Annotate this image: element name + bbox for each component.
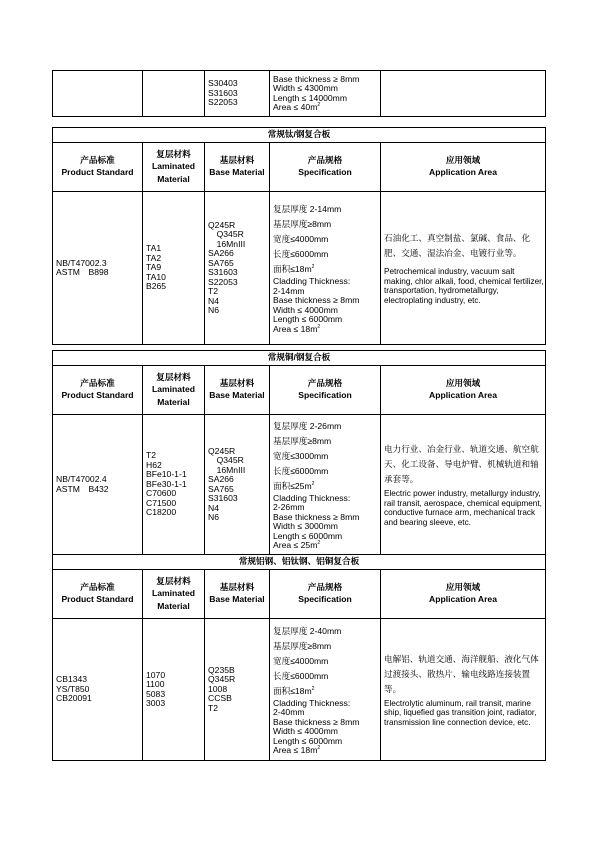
data-row [53,192,546,345]
cell-application: 电解铝、轨道交通、海洋舰船、液化气体过渡接头、散热片、输电线路连接装置等。 Electrolytic aluminum, rail transit, marine ship, liquefied gas transition joint, radiator, transmission line connection device, etc. [381,619,546,761]
section-title: 常规铜/钢复合板 [53,351,546,366]
cell-base: Q245R Q345R 16MnIII SA266 SA765 S31603 N4 N6 [205,415,270,555]
section-title: 常规钛/钢复合板 [53,128,546,143]
cell-spec: 复层厚度 2-26mm 基层厚度≥8mm 宽度≤3000mm 长度≤6000mm 面积$\le 25m^2$ Cladding Thickness: 2-26mm Base thickness ≥ 8mm Width ≤ 3000mm Length ≤ 6000mm Area ≤ $25m^2$ [270,415,381,555]
header-row: 产品标准 Product Standard 复层材料 Laminated Material 基层材料 Base Material 产品规格 Specification 应用领域 Application Area [53,143,546,192]
spec-line: Base thickness ≥ 8mm [273,73,360,84]
base-material: S31603 [208,87,238,98]
spec-line: Width ≤ 4300mm [273,83,338,93]
section-table-ti-steel [52,127,546,345]
cell-laminated: TA1 TA2 TA9 TA10 B265 [143,192,205,345]
spec-line: Area ≤ $40m^2$ [273,102,321,112]
cell-base [205,71,270,117]
header-row: 产品标准 Product Standard 复层材料 Laminated Material 基层材料 Base Material 产品规格 Specification 应用领域 Application Area [53,570,546,619]
cell-laminated: T2 H62 BFe10-1-1 BFe30-1-1 C70600 C71500 C18200 [143,415,205,555]
section-table-cu-steel [52,350,546,761]
cell-laminated: 1070 1100 5083 3003 [143,619,205,761]
top-fragment-table [52,70,546,117]
base-material: S30403 [208,78,238,89]
cell-application: 电力行业、冶金行业、轨道交通、航空航天、化工设备、导电炉臂、机械轨道和轴承套等。 Electric power industry, metallurgy industry, rail transit, aerospace, chemical equipment, conductive furnace arm, mechanical track and bearing sleeve, etc. [381,415,546,555]
cell-standard: NB/T47002.4 ASTM B432 [53,415,143,555]
cell-application [381,71,546,117]
cell-spec: 复层厚度 2-14mm 基层厚度≥8mm 宽度≤4000mm 长度≤6000mm 面积$\le 18m^2$ Cladding Thickness: 2-14mm Base thickness ≥ 8mm Width ≤ 4000mm Length ≤ 6000mm Area ≤ $18m^2$ [270,192,381,345]
header-row: 产品标准 Product Standard 复层材料 Laminated Material 基层材料 Base Material 产品规格 Specification 应用领域 Application Area [53,366,546,415]
base-material: S22053 [208,97,238,108]
cell-base: Q235B Q345R 1008 CCSB T2 [205,619,270,761]
data-row [53,619,546,761]
cell-spec: 复层厚度 2-40mm 基层厚度≥8mm 宽度≤4000mm 长度≤6000mm 面积$\le 18m^2$ Cladding Thickness: 2-40mm Base thickness ≥ 8mm Width ≤ 4000mm Length ≤ 6000mm Area ≤ $18m^2$ [270,619,381,761]
cell-application: 石油化工、真空制盐、氯碱、食品、化肥、交通、湿法冶金、电镀行业等。 Petrochemical industry, vacuum salt making, chlor alkali, food, chemical fertilizer, transportation, hydrometallurgy, electroplating industry, etc. [381,192,546,345]
spec-line: Length ≤ 14000mm [273,92,347,103]
cell-spec [270,71,381,117]
data-row [53,415,546,555]
cell-base: Q245R Q345R 16MnIII SA266 SA765 S31603 S22053 T2 N4 N6 [205,192,270,345]
cell-laminated [143,71,205,117]
cell-standard [53,71,143,117]
section-title: 常规铝钢、铝钛钢、铝铜复合板 [53,555,546,570]
cell-standard: NB/T47002.3 ASTM B898 [53,192,143,345]
cell-standard: CB1343 YS/T850 CB20091 [53,619,143,761]
